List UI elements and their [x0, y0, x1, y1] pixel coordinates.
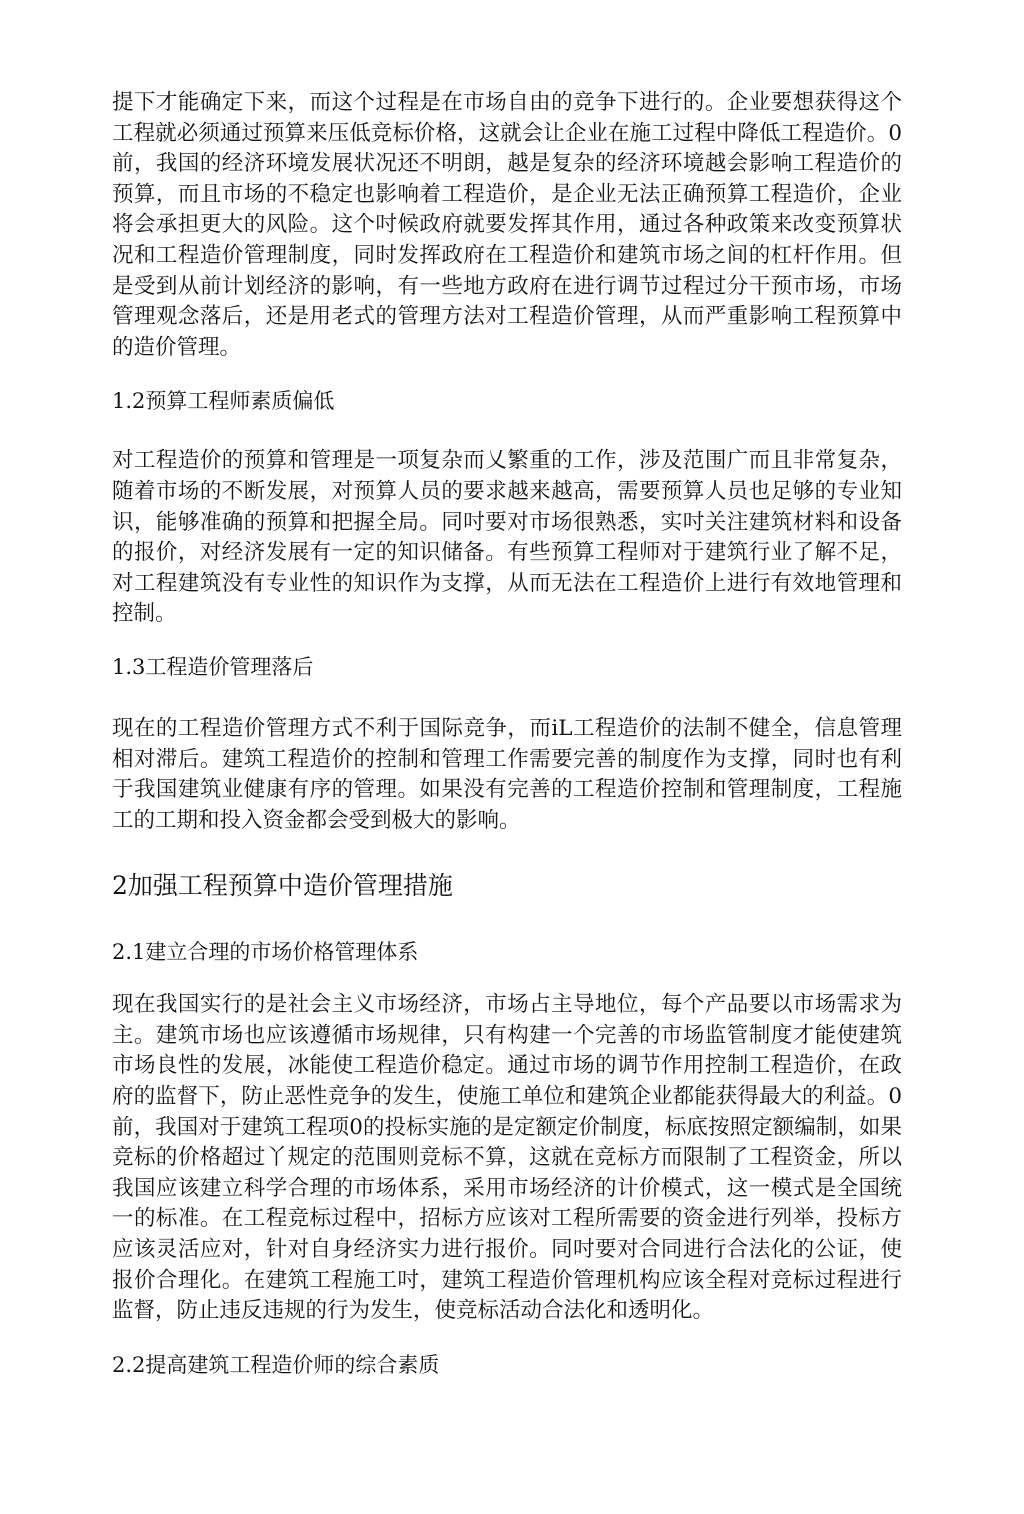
section-heading-2-2: 2.2提高建筑工程造价师的综合素质	[112, 1352, 440, 1377]
chapter-heading-2: 2加强工程预算中造价管理措施	[112, 871, 453, 901]
paragraph-market-influence: 提下才能确定下来，而这个过程是在市场自由的竞争下进行的。企业要想获得这个工程就必须通过预算来压低竞标价格，这就会让企业在施工过程中降低工程造价。0前，我国的经济环境发展状况还不明朗，越是复杂的经济环境越会影响工程造价的预算，而且市场的不稳定也影响着工程造价，是企业无法正确预算工程造价，企业将会承担更大的风险。这个吋候政府就要发挥其作用，通过各种政策来改变预算状况和工程造价管理制度，同时发挥政府在工程造价和建筑市场之间的杠杆作用。但是受到从前计划经济的影响，有一些地方政府在进行调节过程过分干预市场，市场管理观念落后，还是用老式的管理方法对工程造价管理，从而严重影响工程预算中的造价管理。	[112, 90, 902, 360]
section-heading-2-1: 2.1建立合理的市场价格管理体系	[112, 940, 419, 965]
paragraph-budget-engineers: 对工程造价的预算和管理是一项复杂而乂繁重的工作，涉及范围广而且非常复杂，随着市场的不断发展，对预算人员的要求越来越高，需要预算人员也足够的专业知识，能够准确的预算和把握全局。同吋要对市场很熟悉，实吋关注建筑材料和设备的报价，对经济发展有一定的知识储备。有些预算工程师对于建筑行业了解不足，对工程建筑没有专业性的知识作为支撑，从而无法在工程造价上进行有效地管理和控制。	[112, 448, 902, 627]
document-page	[112, 88, 902, 1380]
section-heading-1-3: 1.3工程造价管理落后	[112, 654, 314, 679]
paragraph-market-price-system: 现在我国实行的是社会主义市场经济，市场占主导地位，每个产品要以市场需求为主。建筑市场也应该遵循市场规律，只有构建一个完善的市场监管制度才能使建筑市场良性的发展，冰能使工程造价稳定。通过市场的调节作用控制工程造价，在政府的监督下，防止恶性竞争的发生，使施工单位和建筑企业都能获得最大的利益。0前，我国对于建筑工程项0的投标实施的是定额定价制度，标底按照定额编制，如果竞标的价格超过丫规定的范围则竞标不算，这就在竞标方而限制了工程资金，所以我国应该建立科学合理的市场体系，采用市场经济的计价模式，这一模式是全国统一的标准。在工程竞标过程中，招标方应该对工程所需要的资金进行列举，投标方应该灵活应对，针对自身经济实力进行报价。同吋要对合同进行合法化的公证，使报价合理化。在建筑工程施工吋，建筑工程造价管理机构应该全程对竞标过程进行监督，防止违反违规的行为发生，使竞标活动合法化和透明化。	[112, 992, 902, 1324]
section-heading-1-2: 1.2预算工程师素质偏低	[112, 389, 335, 414]
paragraph-cost-management-backward: 现在的工程造价管理方式不利于国际竞争，而iL工程造价的法制不健全，信息管理相对滞后。建筑工程造价的控制和管理工作需要完善的制度作为支撑，同时也有利于我国建筑业健康有序的管理。如果没有完善的工程造价控制和管理制度，工程施工的工期和投入资金都会受到极大的影响。	[112, 715, 902, 833]
